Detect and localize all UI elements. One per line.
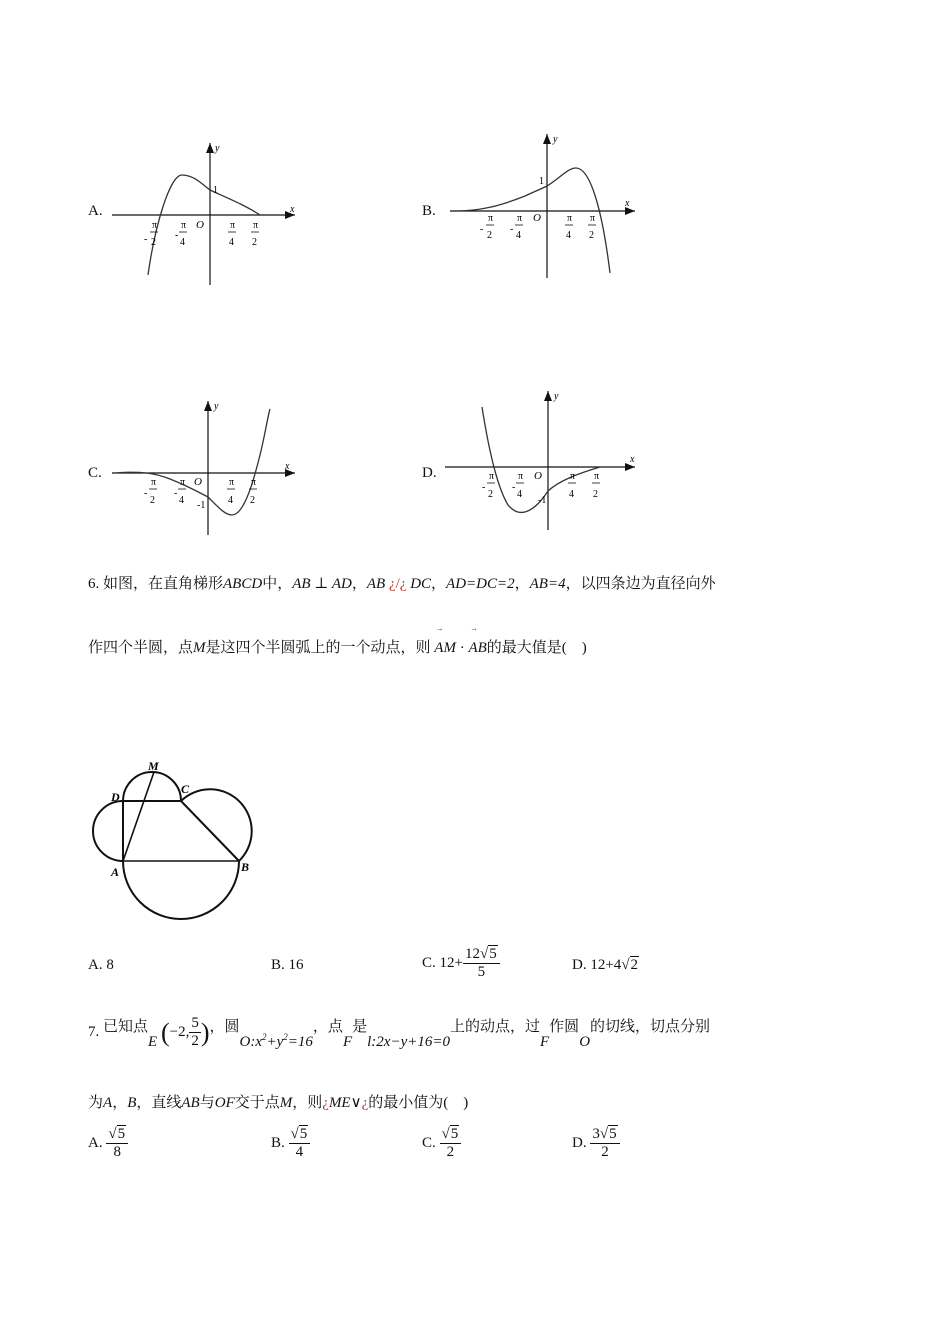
svg-text:π: π — [180, 477, 186, 488]
q6-option-a[interactable]: A. 8 — [88, 957, 114, 973]
svg-text:2: 2 — [487, 230, 492, 241]
svg-text:π: π — [253, 220, 259, 231]
svg-text:2: 2 — [589, 230, 594, 241]
svg-text:-: - — [174, 488, 178, 499]
svg-text:π: π — [251, 477, 257, 488]
svg-text:-: - — [482, 482, 486, 493]
svg-text:-: - — [144, 234, 148, 245]
question-6-line-2: 作四个半圆，点M是这四个半圆弧上的一个动点，则 AM · AB的最大值是( ) — [88, 640, 587, 656]
svg-text:-: - — [510, 224, 514, 235]
question-7-line-1: 7. 已知点E (−2, $\frac{5}{2}$ )，圆$O:x^2+y^2=16$，点F是l:2x−y+16=0上的动点，过F作圆O的切线，切点分别 — [88, 1015, 711, 1051]
svg-text:O: O — [194, 476, 202, 488]
q6-option-d[interactable]: D. 12+4√2 — [572, 957, 639, 973]
option-a-label: A. — [88, 203, 103, 219]
q7-option-c[interactable]: C. $\frac{√5}{2}$ — [422, 1126, 461, 1162]
q6-option-b[interactable]: B. 16 — [271, 957, 304, 973]
svg-text:O: O — [533, 212, 541, 224]
svg-text:π: π — [151, 477, 157, 488]
q7-option-d[interactable]: D. $\frac{3√5}{2}$ — [572, 1126, 620, 1162]
svg-text:π: π — [590, 213, 596, 224]
graph-c — [100, 395, 310, 540]
svg-text:-: - — [175, 230, 179, 241]
svg-text:2: 2 — [151, 237, 156, 248]
svg-text:π: π — [517, 213, 523, 224]
svg-text:2: 2 — [252, 237, 257, 248]
svg-text:π: π — [594, 471, 600, 482]
svg-text:-: - — [512, 482, 516, 493]
svg-text:π: π — [489, 471, 495, 482]
svg-text:4: 4 — [228, 495, 233, 506]
option-d-label: D. — [422, 465, 437, 481]
point-b-label: B — [241, 860, 250, 874]
point-a-label: A — [111, 865, 120, 879]
svg-text:π: π — [230, 220, 236, 231]
svg-text:y: y — [214, 401, 219, 412]
q7-option-b[interactable]: B. $\frac{√5}{4}$ — [271, 1126, 310, 1162]
svg-text:π: π — [229, 477, 235, 488]
svg-text:x: x — [285, 461, 290, 472]
svg-text:π: π — [152, 220, 158, 231]
svg-text:-: - — [144, 488, 148, 499]
point-d-label: D — [111, 790, 120, 804]
graph-a — [100, 135, 310, 290]
svg-text:y: y — [553, 134, 558, 145]
svg-text:4: 4 — [179, 495, 184, 506]
option-b-label: B. — [422, 203, 436, 219]
svg-text:π: π — [181, 220, 187, 231]
svg-text:π: π — [518, 471, 524, 482]
origin-label: O — [196, 219, 204, 231]
svg-text:-1: -1 — [538, 495, 547, 506]
option-c-label: C. — [88, 465, 102, 481]
question-7-line-2: 为A，B，直线AB与OF交于点M，则¿ME∨¿的最小值为( ) — [88, 1095, 469, 1111]
svg-text:x: x — [630, 454, 635, 465]
point-m-label: M — [148, 759, 159, 773]
svg-text:1: 1 — [539, 176, 544, 187]
y-tick-one: 1 — [213, 185, 218, 196]
svg-text:-1: -1 — [197, 500, 206, 511]
svg-text:π: π — [570, 471, 576, 482]
svg-text:-: - — [480, 224, 484, 235]
q6-figure — [86, 755, 266, 927]
q6-option-c[interactable]: C. 12+ $\frac{12√5}{5}$ — [422, 946, 500, 982]
svg-text:2: 2 — [593, 489, 598, 500]
svg-text:2: 2 — [150, 495, 155, 506]
svg-text:4: 4 — [566, 230, 571, 241]
q7-option-a[interactable]: A. $\frac{√5}{8}$ — [88, 1126, 128, 1162]
svg-text:2: 2 — [488, 489, 493, 500]
svg-text:y: y — [554, 391, 559, 402]
svg-text:x: x — [625, 198, 630, 209]
svg-text:2: 2 — [250, 495, 255, 506]
svg-text:4: 4 — [569, 489, 574, 500]
svg-text:π: π — [488, 213, 494, 224]
svg-text:4: 4 — [229, 237, 234, 248]
svg-text:4: 4 — [516, 230, 521, 241]
y-axis-label: y — [215, 143, 220, 154]
svg-text:4: 4 — [180, 237, 185, 248]
point-c-label: C — [181, 782, 190, 796]
svg-text:π: π — [567, 213, 573, 224]
question-6-line-1: 6. 如图，在直角梯形ABCD中，AB ⊥ AD，AB ¿/¿ DC，AD=DC=2，AB=4，以四条边为直径向外 — [88, 576, 716, 592]
svg-text:O: O — [534, 470, 542, 482]
graph-b — [440, 128, 650, 283]
svg-text:4: 4 — [517, 489, 522, 500]
x-axis-label: x — [290, 204, 295, 215]
graph-d — [440, 385, 650, 535]
